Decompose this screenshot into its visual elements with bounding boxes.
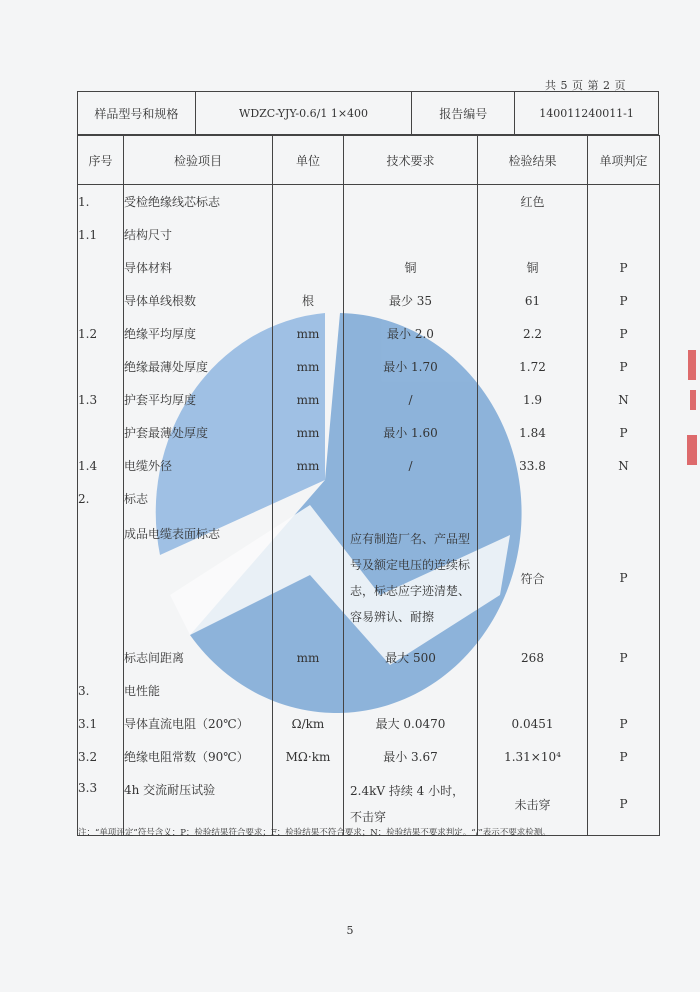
row-item: 绝缘电阻常数（90℃）: [124, 740, 273, 773]
row-req: 2.4kV 持续 4 小时，不击穿: [350, 784, 465, 824]
page-counter: 共 5 页 第 2 页: [545, 79, 626, 92]
row-item: 4h 交流耐压试验: [124, 773, 273, 836]
row-no: 1.4: [78, 449, 124, 482]
row-no: 3.2: [78, 740, 124, 773]
row-item: 绝缘平均厚度: [124, 317, 273, 350]
row-unit: [273, 482, 344, 515]
col-no: 序号: [78, 136, 124, 185]
row-item: 导体直流电阻（20℃）: [124, 707, 273, 740]
row-no: [78, 284, 124, 317]
row-item: 受检绝缘线芯标志: [124, 185, 273, 219]
red-stamp-edge: [682, 350, 700, 470]
table-row: [78, 317, 660, 350]
col-unit: 单位: [273, 136, 344, 185]
table-row: [78, 674, 660, 707]
row-result: [478, 674, 588, 707]
row-no: 2.: [78, 482, 124, 515]
report-value: 140011240011-1: [515, 92, 659, 135]
model-value: WDZC-YJY-0.6/1 1×400: [195, 92, 412, 135]
col-verdict: 单项判定: [588, 136, 660, 185]
col-item: 检验项目: [124, 136, 273, 185]
footnote: 注：“单项评定”符号含义：P：检验结果符合要求；F：检验结果不符合要求；N：检验结果不要求判定。“/”表示不要求检测。: [78, 828, 551, 838]
model-label: 样品型号和规格: [78, 92, 196, 135]
row-no: 3.3: [78, 773, 124, 836]
table-row: [78, 383, 660, 416]
row-req: /: [344, 449, 478, 482]
table-row: [78, 284, 660, 317]
row-unit: mm: [273, 449, 344, 482]
row-no: 1.3: [78, 383, 124, 416]
row-req: 铜: [344, 251, 478, 284]
row-no: [78, 416, 124, 449]
row-item: 电性能: [124, 674, 273, 707]
row-item: 标志间距离: [124, 641, 273, 674]
row-item: 成品电缆表面标志: [124, 515, 273, 641]
row-req: /: [344, 383, 478, 416]
row-unit: [273, 674, 344, 707]
row-verdict: P: [588, 416, 660, 449]
inspection-table: [77, 135, 660, 836]
table-row: [78, 185, 660, 219]
row-result: 2.2: [478, 317, 588, 350]
row-no: 1.2: [78, 317, 124, 350]
row-no: 1.: [78, 185, 124, 219]
row-req: [344, 185, 478, 219]
report-label: 报告编号: [412, 92, 515, 135]
row-result: 268: [478, 641, 588, 674]
row-verdict: P: [588, 284, 660, 317]
row-verdict: [588, 482, 660, 515]
table-row: [78, 449, 660, 482]
row-req: 最少 35: [344, 284, 478, 317]
row-result: 1.72: [478, 350, 588, 383]
row-req: 最小 1.70: [344, 350, 478, 383]
row-req: 最小 3.67: [344, 740, 478, 773]
col-result: 检验结果: [478, 136, 588, 185]
header-table: [77, 91, 659, 135]
row-req: 最小 1.60: [344, 416, 478, 449]
row-verdict: P: [588, 740, 660, 773]
row-verdict: N: [588, 383, 660, 416]
row-result: 33.8: [478, 449, 588, 482]
table-row: [78, 251, 660, 284]
row-result: 1.9: [478, 383, 588, 416]
row-result: 1.84: [478, 416, 588, 449]
row-item: 电缆外径: [124, 449, 273, 482]
table-row: [78, 707, 660, 740]
row-result: [478, 218, 588, 251]
row-result: [478, 482, 588, 515]
table-row: [78, 740, 660, 773]
row-req: [344, 674, 478, 707]
row-verdict: [588, 218, 660, 251]
row-verdict: N: [588, 449, 660, 482]
row-result: 61: [478, 284, 588, 317]
row-no: [78, 350, 124, 383]
row-unit: Ω/km: [273, 707, 344, 740]
row-no: 3.1: [78, 707, 124, 740]
row-verdict: P: [588, 515, 660, 641]
row-unit: mm: [273, 383, 344, 416]
row-unit: mm: [273, 416, 344, 449]
row-unit: [273, 218, 344, 251]
row-req: 最大 0.0470: [344, 707, 478, 740]
row-no: 1.1: [78, 218, 124, 251]
row-unit: mm: [273, 641, 344, 674]
row-req: 最大 500: [344, 641, 478, 674]
row-unit: MΩ·km: [273, 740, 344, 773]
table-row: [78, 482, 660, 515]
row-unit: mm: [273, 350, 344, 383]
row-result: 红色: [478, 185, 588, 219]
table-row: [78, 515, 660, 641]
row-result: 符合: [478, 515, 588, 641]
row-unit: mm: [273, 317, 344, 350]
row-result: 0.0451: [478, 707, 588, 740]
row-no: [78, 251, 124, 284]
table-row: [78, 350, 660, 383]
row-verdict: [588, 674, 660, 707]
row-unit: [273, 185, 344, 219]
table-row: [78, 218, 660, 251]
row-req: 最小 2.0: [344, 317, 478, 350]
row-result: 铜: [478, 251, 588, 284]
row-verdict: P: [588, 251, 660, 284]
table-row: [78, 641, 660, 674]
row-unit: [273, 251, 344, 284]
row-unit: 根: [273, 284, 344, 317]
row-result: 未击穿: [478, 773, 588, 836]
row-item: 绝缘最薄处厚度: [124, 350, 273, 383]
row-req: 应有制造厂名、产品型号及额定电压的连续标志，标志应字迹清楚、容易辨认、耐擦: [350, 532, 471, 624]
row-verdict: P: [588, 317, 660, 350]
row-req: [344, 218, 478, 251]
row-item: 导体材料: [124, 251, 273, 284]
row-verdict: P: [588, 350, 660, 383]
row-item: 护套最薄处厚度: [124, 416, 273, 449]
row-item: 结构尺寸: [124, 218, 273, 251]
row-item: 护套平均厚度: [124, 383, 273, 416]
table-row: [78, 416, 660, 449]
row-verdict: P: [588, 773, 660, 836]
row-req: [344, 482, 478, 515]
row-verdict: P: [588, 707, 660, 740]
col-req: 技术要求: [344, 136, 478, 185]
row-no: [78, 641, 124, 674]
row-item: 标志: [124, 482, 273, 515]
row-verdict: [588, 185, 660, 219]
row-item: 导体单线根数: [124, 284, 273, 317]
row-verdict: P: [588, 641, 660, 674]
row-no: 3.: [78, 674, 124, 707]
page-number: 5: [346, 924, 354, 937]
row-result: 1.31×10⁴: [478, 740, 588, 773]
